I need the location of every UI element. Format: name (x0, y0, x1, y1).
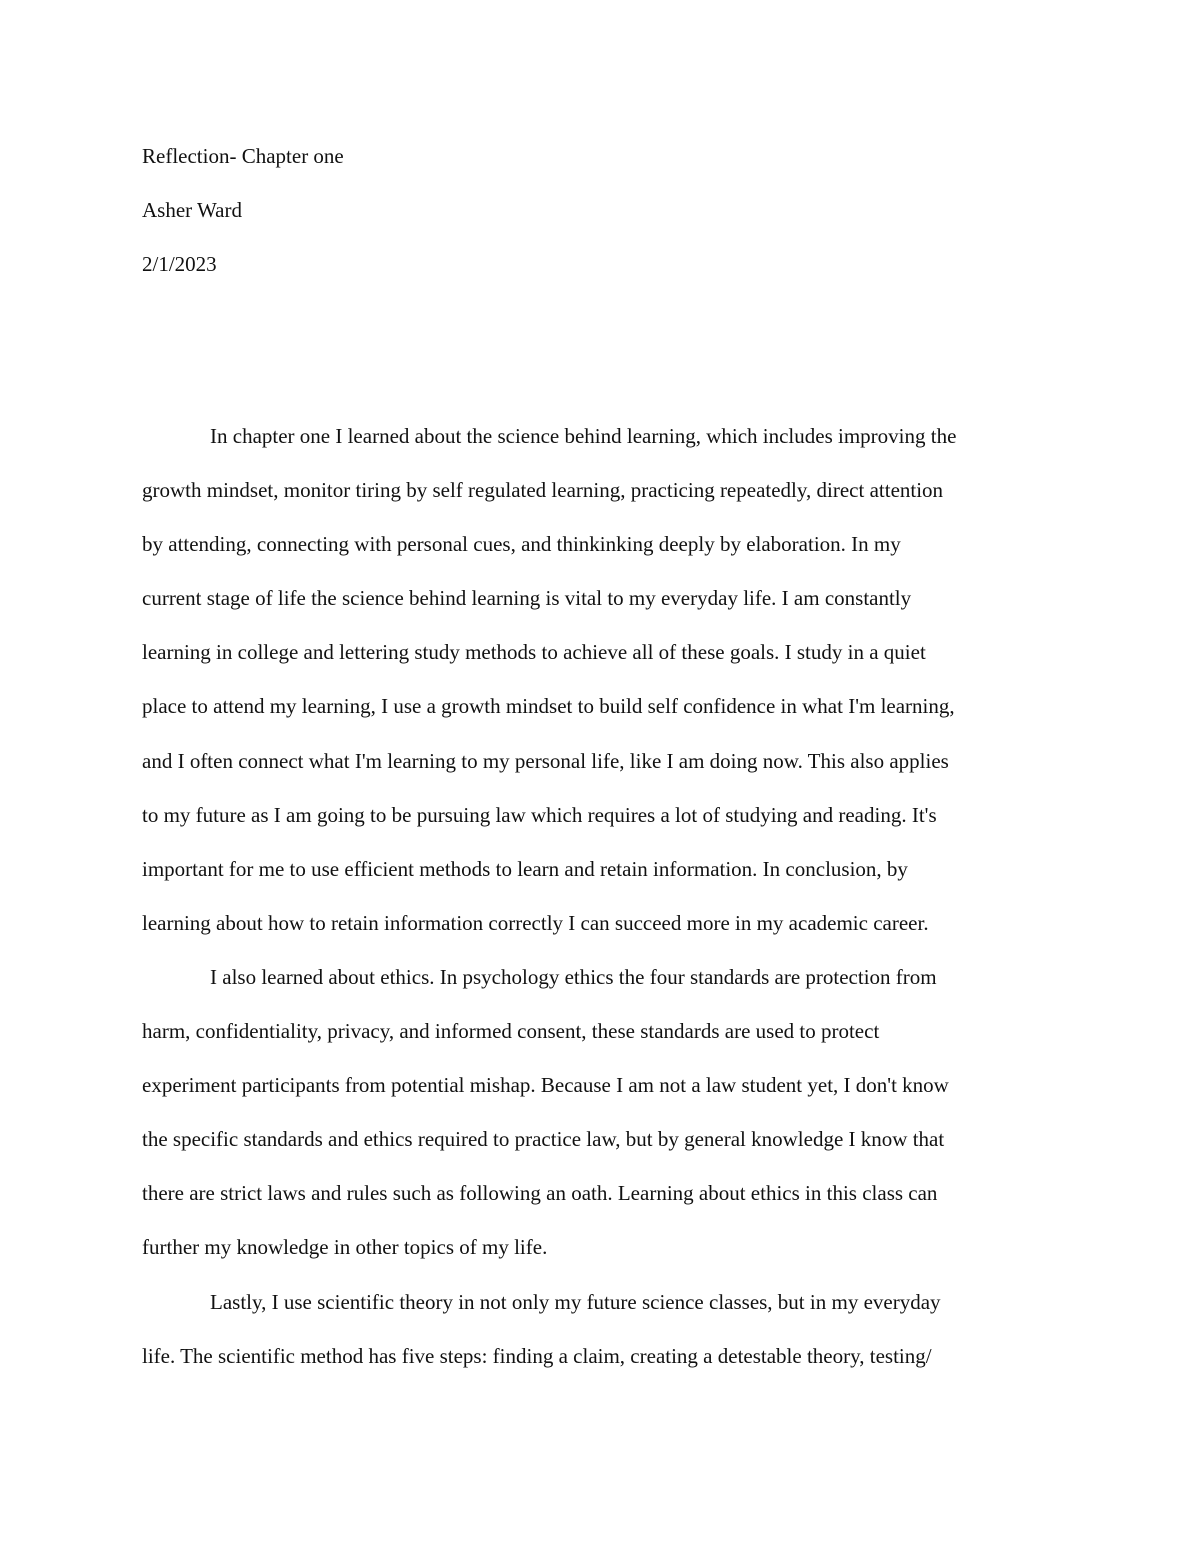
paragraph-1-line: learning in college and lettering study methods to achieve all of these goals. I study in a quiet (142, 640, 926, 665)
paragraph-1-line: learning about how to retain information correctly I can succeed more in my academic career. (142, 910, 929, 935)
author-name: Asher Ward (142, 198, 242, 222)
paragraph-3-line: life. The scientific method has five steps: finding a claim, creating a detestable theory, testing/ (142, 1343, 932, 1368)
paragraph-2-line: I also learned about ethics. In psychology ethics the four standards are protection from (210, 964, 937, 989)
paragraph-1-line: by attending, connecting with personal cues, and thinkinking deeply by elaboration. In my (142, 532, 901, 557)
paragraph-1-line: and I often connect what I'm learning to my personal life, like I am doing now. This also applies (142, 748, 949, 773)
document-body (142, 409, 1058, 1383)
paragraph-2-line: there are strict laws and rules such as following an oath. Learning about ethics in this class can (142, 1181, 938, 1206)
paragraph-1-line: growth mindset, monitor tiring by self regulated learning, practicing repeatedly, direct attention (142, 478, 944, 503)
paragraph-2-line: harm, confidentiality, privacy, and informed consent, these standards are used to protect (142, 1019, 880, 1044)
document-date: 2/1/2023 (142, 252, 217, 276)
paragraph-2-line: experiment participants from potential mishap. Because I am not a law student yet, I don't know (142, 1073, 949, 1098)
paragraph-1-line: current stage of life the science behind learning is vital to my everyday life. I am constantly (142, 586, 912, 611)
document-title: Reflection- Chapter one (142, 144, 344, 168)
paragraph-2-line: the specific standards and ethics required to practice law, but by general knowledge I know that (142, 1127, 945, 1152)
paragraph-1-line: place to attend my learning, I use a growth mindset to build self confidence in what I'm learning, (142, 694, 955, 719)
paragraph-1-line: important for me to use efficient methods to learn and retain information. In conclusion, by (142, 856, 908, 881)
paragraph-2-line: further my knowledge in other topics of my life. (142, 1235, 548, 1260)
paragraph-1-line: to my future as I am going to be pursuing law which requires a lot of studying and reading. It's (142, 802, 937, 827)
paragraph-1-line: In chapter one I learned about the science behind learning, which includes improving the (210, 424, 957, 448)
paragraph-3-line: Lastly, I use scientific theory in not only my future science classes, but in my everyday (210, 1289, 941, 1314)
